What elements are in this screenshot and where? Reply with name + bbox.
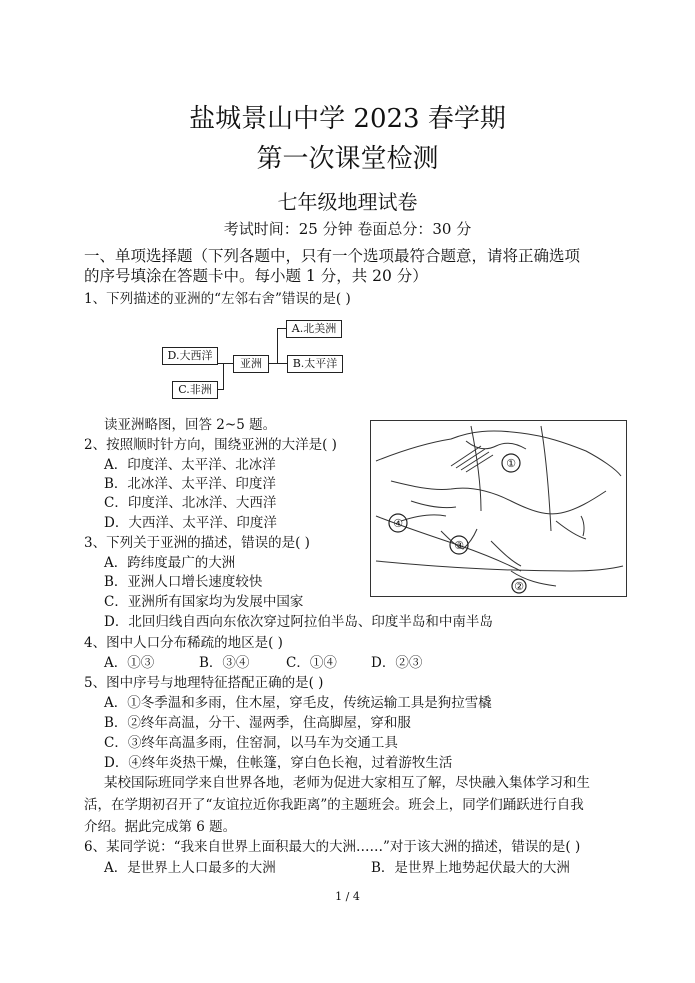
q2-option-b: B．北冰洋、太平洋、印度洋 — [104, 476, 276, 492]
q5-option-a: A．①冬季温和多雨，住木屋，穿毛皮，传统运输工具是狗拉雪橇 — [104, 695, 492, 711]
passage-line-3: 介绍。据此完成第 6 题。 — [84, 819, 237, 835]
q4-option-d: D．②③ — [371, 655, 423, 671]
q4-option-c: C．①④ — [286, 655, 337, 671]
q3-option-b: B．亚洲人口增长速度较快 — [104, 574, 263, 590]
section-heading-cont: 的序号填涂在答题卡中。每小题 1 分，共 20 分） — [84, 267, 428, 285]
diagram-option-a: A.北美洲 — [286, 320, 342, 338]
question-6: 6、某同学说：“我来自世界上面积最大的大洲……”对于该大洲的描述，错误的是( ) — [84, 839, 581, 855]
diagram-option-c: C.非洲 — [172, 381, 218, 399]
title-line-1: 盐城景山中学 2023 春学期 — [189, 104, 506, 134]
asia-map-drawing — [371, 421, 626, 596]
map-label-3: ③ — [454, 539, 464, 552]
q3-option-c: C．亚洲所有国家均为发展中国家 — [104, 594, 304, 610]
diagram-option-d: D.大西洋 — [162, 347, 218, 365]
diagram-asia-box: 亚洲 — [233, 355, 269, 373]
q6-option-a: A．是世界上人口最多的大洲 — [104, 860, 276, 876]
q6-option-b: B．是世界上地势起伏最大的大洲 — [371, 860, 570, 876]
q4-option-b: B．③④ — [199, 655, 250, 671]
question-1: 1、下列描述的亚洲的“左邻右舍”错误的是( ) — [84, 291, 351, 307]
q4-option-a: A．①③ — [104, 655, 155, 671]
diagram-option-b: B.太平洋 — [287, 355, 343, 373]
passage-line-2: 活，在学期初召开了“友谊拉近你我距离”的主题班会。班会上，同学们踊跃进行自我 — [84, 797, 584, 813]
question-2: 2、按照顺时针方向，围绕亚洲的大洋是( ) — [84, 437, 337, 453]
q2-option-c: C．印度洋、北冰洋、大西洋 — [104, 495, 277, 511]
q2-option-d: D．大西洋、太平洋、印度洋 — [104, 515, 277, 531]
map-label-2: ② — [514, 580, 524, 593]
q5-option-d: D．④终年炎热干燥，住帐篷，穿白色长袍，过着游牧生活 — [104, 755, 453, 771]
map-intro: 读亚洲略图，回答 2~5 题。 — [104, 417, 277, 433]
passage-line-1: 某校国际班同学来自世界各地，老师为促进大家相互了解，尽快融入集体学习和生 — [104, 775, 590, 791]
section-heading: 一、单项选择题（下列各题中，只有一个选项最符合题意，请将正确选项 — [84, 247, 581, 265]
page-number: 1 / 4 — [335, 890, 360, 903]
q3-option-a: A．跨纬度最广的大洲 — [104, 555, 236, 571]
subtitle: 七年级地理试卷 — [277, 190, 418, 214]
q5-option-b: B．②终年高温，分干、湿两季，住高脚屋，穿和服 — [104, 715, 411, 731]
q5-option-c: C．③终年高温多雨，住窑洞，以马车为交通工具 — [104, 735, 398, 751]
q2-option-a: A．印度洋、太平洋、北冰洋 — [104, 457, 276, 473]
asia-map — [370, 420, 627, 597]
map-label-4: ④ — [393, 517, 403, 530]
exam-info: 考试时间：25 分钟 卷面总分：30 分 — [223, 220, 472, 238]
question-4: 4、图中人口分布稀疏的地区是( ) — [84, 635, 283, 651]
question-3: 3、下列关于亚洲的描述，错误的是( ) — [84, 535, 310, 551]
question-5: 5、图中序号与地理特征搭配正确的是( ) — [84, 675, 324, 691]
q3-option-d: D．北回归线自西向东依次穿过阿拉伯半岛、印度半岛和中南半岛 — [104, 614, 493, 630]
title-line-2: 第一次课堂检测 — [256, 144, 439, 174]
map-label-1: ① — [506, 457, 516, 470]
